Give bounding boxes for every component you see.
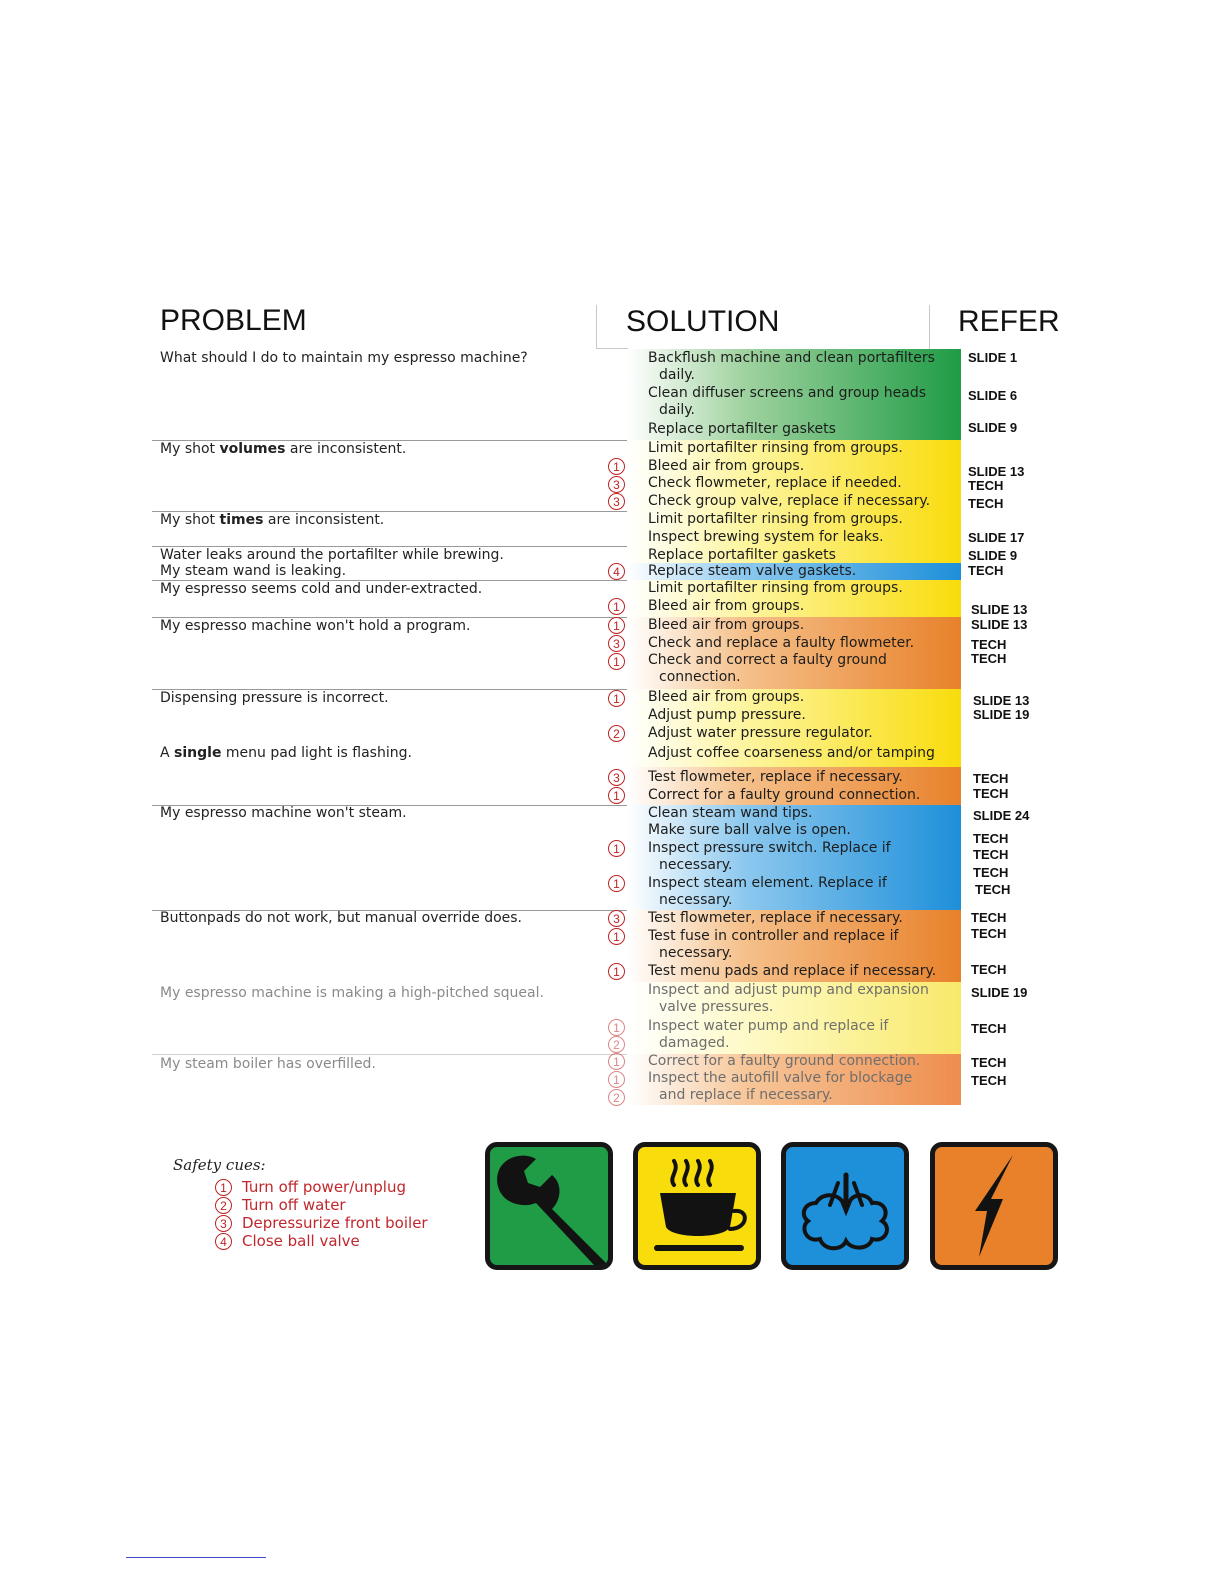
refer-text: TECH: [968, 563, 1004, 578]
problem-text: Buttonpads do not work, but manual override does.: [160, 910, 523, 926]
refer-text: TECH: [973, 771, 1009, 786]
solution-text: Check flowmeter, replace if needed.: [648, 475, 902, 491]
safety-legend: [173, 1156, 428, 1250]
problem-text: Dispensing pressure is incorrect.: [160, 690, 389, 706]
refer-text: TECH: [971, 651, 1007, 666]
refer-text: SLIDE 13: [971, 617, 1028, 632]
solution-text: Clean diffuser screens and group heads daily.: [648, 385, 927, 418]
cue-marker: 1: [608, 928, 625, 945]
refer-text: TECH: [971, 962, 1007, 977]
problem-header: PROBLEM: [160, 304, 307, 337]
solution-text: Test flowmeter, replace if necessary.: [648, 769, 903, 785]
header-divider: [929, 305, 930, 349]
solution-text: Clean steam wand tips.: [648, 805, 813, 821]
cue-marker: 1: [608, 840, 625, 857]
refer-text: TECH: [968, 496, 1004, 511]
problem-text: My shot times are inconsistent.: [160, 512, 385, 528]
problem-text: My espresso machine is making a high-pitched squeal.: [160, 985, 544, 1001]
solution-text: Check group valve, replace if necessary.: [648, 493, 931, 509]
cue-marker: 1: [608, 1053, 625, 1070]
refer-text: SLIDE 13: [968, 464, 1025, 479]
cue-marker: 1: [608, 653, 625, 670]
header-divider: [596, 348, 628, 349]
refer-text: SLIDE 6: [968, 388, 1018, 403]
solution-text: Inspect water pump and replace if damaged.: [648, 1018, 889, 1051]
solution-text: Bleed air from groups.: [648, 617, 805, 633]
solution-text: Limit portafilter rinsing from groups.: [648, 440, 903, 456]
refer-text: SLIDE 17: [968, 530, 1025, 545]
refer-text: SLIDE 13: [971, 602, 1028, 617]
solution-text: Adjust water pressure regulator.: [648, 725, 873, 741]
solution-text: Inspect brewing system for leaks.: [648, 529, 884, 545]
refer-text: TECH: [971, 637, 1007, 652]
solution-text: Adjust coffee coarseness and/or tamping: [648, 745, 935, 761]
footer-link-underline: [126, 1557, 266, 1558]
safety-item: 2 Turn off water: [215, 1196, 346, 1214]
cue-marker: 2: [608, 1036, 625, 1053]
cue-marker: 2: [608, 1089, 625, 1106]
solution-text: Inspect the autofill valve for blockage and replace if necessary.: [648, 1070, 913, 1103]
refer-text: TECH: [975, 882, 1011, 897]
cue-marker: 1: [608, 1019, 625, 1036]
safety-title: Safety cues:: [173, 1156, 266, 1174]
problem-text: My steam wand is leaking.: [160, 563, 347, 579]
cue-marker: 1: [608, 617, 625, 634]
problem-text: What should I do to maintain my espresso machine?: [160, 350, 528, 366]
solution-text: Limit portafilter rinsing from groups.: [648, 511, 903, 527]
cue-marker: 4: [608, 563, 625, 580]
solution-text: Replace steam valve gaskets.: [648, 563, 857, 579]
solution-text: Test fuse in controller and replace if necessary.: [648, 928, 899, 961]
problem-text: My espresso machine won't steam.: [160, 805, 407, 821]
cue-marker: 3: [608, 910, 625, 927]
refer-text: TECH: [971, 910, 1007, 925]
cue-marker: 1: [608, 458, 625, 475]
solution-text: Correct for a faulty ground connection.: [648, 1053, 921, 1069]
solution-text: Bleed air from groups.: [648, 458, 805, 474]
cue-marker: 3: [215, 1215, 232, 1232]
solution-text: Adjust pump pressure.: [648, 707, 806, 723]
problem-text: A single menu pad light is flashing.: [160, 745, 412, 761]
solution-text: Test flowmeter, replace if necessary.: [648, 910, 903, 926]
cue-marker: 1: [608, 1071, 625, 1088]
refer-text: SLIDE 9: [968, 420, 1018, 435]
refer-header: REFER: [958, 305, 1060, 338]
refer-text: TECH: [973, 786, 1009, 801]
cue-marker: 4: [215, 1233, 232, 1250]
solution-text: Backflush machine and clean portafilters daily.: [648, 350, 935, 383]
refer-text: SLIDE 19: [971, 985, 1028, 1000]
solution-text: Bleed air from groups.: [648, 598, 805, 614]
steam-cloud-icon: [781, 1142, 909, 1270]
wrench-icon: [485, 1142, 613, 1270]
safety-item: 3 Depressurize front boiler: [215, 1214, 428, 1232]
refer-text: SLIDE 19: [973, 707, 1030, 722]
solution-text: Inspect and adjust pump and expansion valve pressures.: [648, 982, 929, 1015]
refer-text: TECH: [973, 865, 1009, 880]
cue-marker: 1: [608, 963, 625, 980]
solution-header: SOLUTION: [626, 305, 780, 338]
cue-marker: 1: [215, 1179, 232, 1196]
refer-text: TECH: [973, 847, 1009, 862]
cue-marker: 3: [608, 493, 625, 510]
cue-marker: 3: [608, 635, 625, 652]
cue-marker: 1: [608, 787, 625, 804]
refer-text: TECH: [971, 926, 1007, 941]
refer-text: SLIDE 1: [968, 350, 1018, 365]
safety-item: 4 Close ball valve: [215, 1232, 360, 1250]
refer-text: TECH: [971, 1073, 1007, 1088]
refer-text: SLIDE 24: [973, 808, 1030, 823]
solution-text: Replace portafilter gaskets: [648, 421, 836, 437]
solution-text: Check and replace a faulty flowmeter.: [648, 635, 915, 651]
solution-text: Bleed air from groups.: [648, 689, 805, 705]
problem-text: My shot volumes are inconsistent.: [160, 441, 407, 457]
refer-text: SLIDE 13: [973, 693, 1030, 708]
refer-text: SLIDE 9: [968, 548, 1018, 563]
cue-marker: 3: [608, 476, 625, 493]
solution-text: Inspect pressure switch. Replace if necessary.: [648, 840, 891, 873]
cue-marker: 1: [608, 598, 625, 615]
refer-text: TECH: [973, 831, 1009, 846]
solution-text: Make sure ball valve is open.: [648, 822, 851, 838]
solution-text: Test menu pads and replace if necessary.: [648, 963, 937, 979]
problem-text: Water leaks around the portafilter while brewing.: [160, 547, 504, 563]
cue-marker: 3: [608, 769, 625, 786]
safety-item: 1 Turn off power/unplug: [215, 1178, 406, 1196]
cue-marker: 1: [608, 690, 625, 707]
hot-cup-icon: [633, 1142, 761, 1270]
lightning-bolt-icon: [930, 1142, 1058, 1270]
row-separator: [152, 1054, 627, 1055]
problem-text: My steam boiler has overfilled.: [160, 1056, 376, 1072]
cue-marker: 1: [608, 875, 625, 892]
cue-marker: 2: [215, 1197, 232, 1214]
refer-text: TECH: [968, 478, 1004, 493]
problem-text: My espresso machine won't hold a program.: [160, 618, 471, 634]
solution-text: Check and correct a faulty ground connection.: [648, 652, 887, 685]
solution-text: Correct for a faulty ground connection.: [648, 787, 921, 803]
refer-text: TECH: [971, 1055, 1007, 1070]
solution-text: Replace portafilter gaskets: [648, 547, 836, 563]
problem-text: My espresso seems cold and under-extracted.: [160, 581, 483, 597]
solution-text: Inspect steam element. Replace if necessary.: [648, 875, 887, 908]
cue-marker: 2: [608, 725, 625, 742]
header-divider: [596, 305, 597, 349]
refer-text: TECH: [971, 1021, 1007, 1036]
solution-text: Limit portafilter rinsing from groups.: [648, 580, 903, 596]
